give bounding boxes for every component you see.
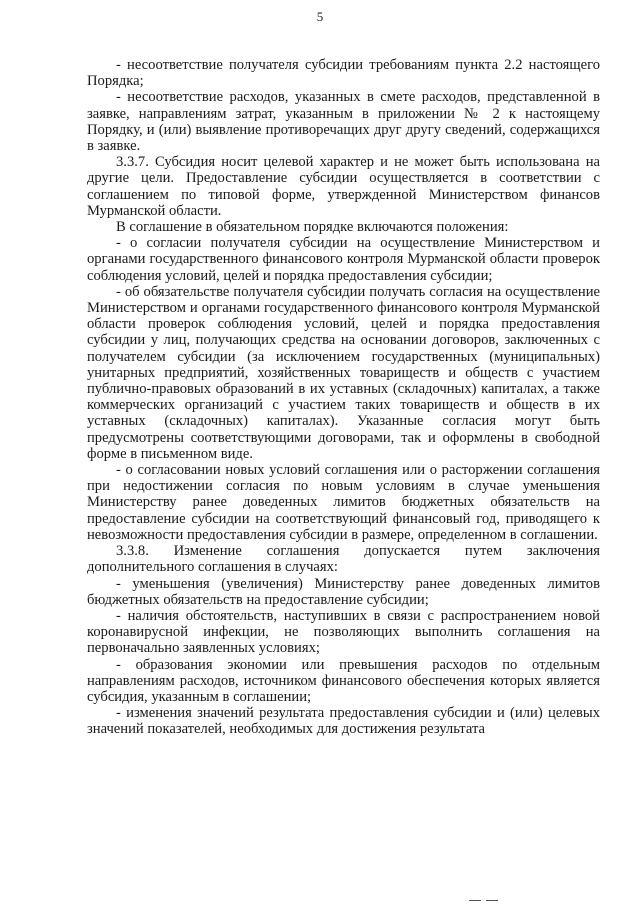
paragraph-3-3-7: 3.3.7. Субсидия носит целевой характер и не может быть использована на другие цели. Предоставление субсидии осуществляется в соответствии с соглашением по типовой форме, утвержденной Министерством финансов Мурманской области.	[87, 154, 600, 219]
paragraph-savings: - образования экономии или превышения расходов по отдельным направлениям расходов, источником финансового обеспечения которых является субсидия, указанным в соглашении;	[87, 656, 600, 705]
scan-artifact	[469, 900, 481, 901]
paragraph-new-conditions: - о согласовании новых условий соглашения или о расторжении соглашения при недостижении согласия по новым условиям в случае уменьшения Министерству ранее доведенных лимитов бюджетных обязательств на предоставление субсидии на соответствующий финансовый год, приводящего к невозможности предоставления субсидии в размере, определенном в соглашении.	[87, 462, 600, 543]
paragraph-coronavirus: - наличия обстоятельств, наступивших в связи с распространением новой коронавирусной инфекции, не позволяющих выполнить соглашения на первоначально заявленных условиях;	[87, 607, 600, 657]
paragraph-limits-change: - уменьшения (увеличения) Министерству ранее доведенных лимитов бюджетных обязательств на предоставление субсидии;	[87, 575, 600, 608]
paragraph-agreement-provisions: В соглашение в обязательном порядке включаются положения:	[116, 219, 509, 236]
paragraph-consent-inspections: - о согласии получателя субсидии на осуществление Министерством и органами государственного финансового контроля Мурманской области проверок соблюдения условий, целей и порядка предоставления субсидии;	[87, 235, 600, 284]
paragraph-3-3-8: 3.3.8. Изменение соглашения допускается путем заключения дополнительного соглашения в случаях:	[87, 543, 600, 576]
page-number: 5	[316, 9, 324, 24]
scan-artifact	[486, 900, 498, 901]
paragraph-obligation-consents: - об обязательстве получателя субсидии получать согласия на осуществление Министерством и органами государственного финансового контроля Мурманской области проверок соблюдения условий, целей и порядка предоставления субсидии у лиц, получающих средства на основании договоров, заключенных с получателем субсидии (за исключением государственных (муниципальных) унитарных предприятий, хозяйственных товариществ и обществ с участием публично-правовых образований в их уставных (складочных) капиталах, а также коммерческих организаций с участием таких товариществ и обществ в их уставных (складочных) капиталах). Указанные согласия могут быть предусмотрены соответствующими договорами, так и оформлены в свободной форме в письменном виде.	[87, 283, 600, 462]
paragraph-nonconformity-expenses: - несоответствие расходов, указанных в смете расходов, представленной в заявке, направлениям затрат, указанным в приложении № 2 к настоящему Порядку, и (или) выявление противоречащих друг другу сведений, содержащихся в заявке.	[87, 89, 600, 155]
paragraph-result-values: - изменения значений результата предоставления субсидии и (или) целевых значений показателей, необходимых для достижения результата	[87, 705, 600, 738]
document-body	[87, 57, 600, 738]
paragraph-nonconformity-recipient: - несоответствие получателя субсидии требованиям пункта 2.2 настоящего Порядка;	[87, 57, 600, 90]
